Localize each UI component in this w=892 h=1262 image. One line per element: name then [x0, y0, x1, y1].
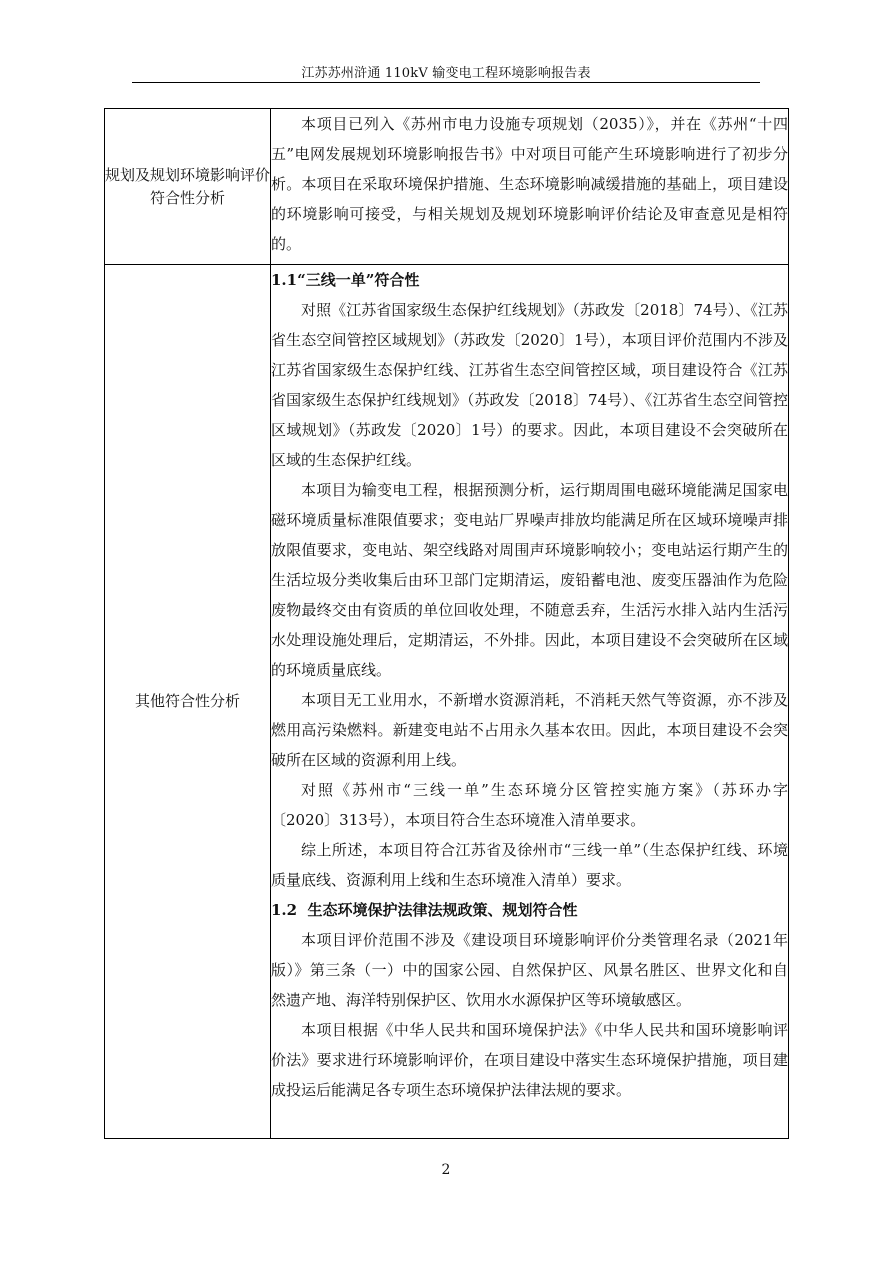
row-content-other [271, 265, 789, 1139]
report-header-title: 江苏苏州浒通 110kV 输变电工程环境影响报告表 [301, 66, 591, 81]
header-divider [132, 82, 760, 83]
page-number: 2 [441, 1162, 451, 1178]
analysis-table [104, 108, 789, 1139]
section1-paragraph-5: 综上所述，本项目符合江苏省及徐州市“三线一单”（生态保护红线、环境质量底线、资源利用上线和生态环境准入清单）要求。 [271, 841, 788, 889]
section-heading-1-2: 1.2 生态环境保护法律法规政策、规划符合性 [271, 901, 578, 919]
table-row-other [105, 265, 789, 1139]
table-row-planning [105, 109, 789, 265]
section1-paragraph-4: 对照《苏州市“三线一单”生态环境分区管控实施方案》（苏环办字〔2020〕313号），本项目符合生态环境准入清单要求。 [271, 781, 788, 829]
row-label-other: 其他符合性分析 [105, 265, 271, 1139]
planning-paragraph: 本项目已列入《苏州市电力设施专项规划（2035）》，并在《苏州“十四五”电网发展规划环境影响报告书》中对项目可能产生环境影响进行了初步分析。本项目在采取环境保护措施、生态环境影响减缓措施的基础上，项目建设的环境影响可接受，与相关规划及规划环境影响评价结论及审查意见是相符的。 [271, 115, 788, 253]
row-content-planning [271, 109, 789, 265]
section2-paragraph-2: 本项目根据《中华人民共和国环境保护法》《中华人民共和国环境影响评价法》要求进行环境影响评价，在项目建设中落实生态环境保护措施，项目建成投运后能满足各专项生态环境保护法律法规的要求。 [271, 1021, 788, 1099]
section2-paragraph-1: 本项目评价范围不涉及《建设项目环境影响评价分类管理名录（2021年版）》第三条（一）中的国家公园、自然保护区、风景名胜区、世界文化和自然遗产地、海洋特别保护区、饮用水水源保护区等环境敏感区。 [271, 931, 788, 1009]
section1-paragraph-3: 本项目无工业用水，不新增水资源消耗，不消耗天然气等资源，亦不涉及燃用高污染燃料。新建变电站不占用永久基本农田。因此，本项目建设不会突破所在区域的资源利用上线。 [271, 691, 788, 769]
section1-paragraph-1: 对照《江苏省国家级生态保护红线规划》（苏政发〔2018〕74号）、《江苏省生态空间管控区域规划》（苏政发〔2020〕1号），本项目评价范围内不涉及江苏省国家级生态保护红线、江苏省生态空间管控区域，项目建设符合《江苏省国家级生态保护红线规划》（苏政发〔2018〕74号）、《江苏省生态空间管控区域规划》（苏政发〔2020〕1号）的要求。因此，本项目建设不会突破所在区域的生态保护红线。 [271, 301, 788, 469]
section-heading-1-1: 1.1“三线一单”符合性 [271, 271, 420, 289]
section1-paragraph-2: 本项目为输变电工程，根据预测分析，运行期周围电磁环境能满足国家电磁环境质量标准限值要求；变电站厂界噪声排放均能满足所在区域环境噪声排放限值要求，变电站、架空线路对周围声环境影响较小；变电站运行期产生的生活垃圾分类收集后由环卫部门定期清运，废铅蓄电池、废变压器油作为危险废物最终交由有资质的单位回收处理，不随意丢弃，生活污水排入站内生活污水处理设施处理后，定期清运，不外排。因此，本项目建设不会突破所在区域的环境质量底线。 [271, 481, 788, 679]
row-label-planning: 规划及规划环境影响评价符合性分析 [105, 109, 271, 265]
